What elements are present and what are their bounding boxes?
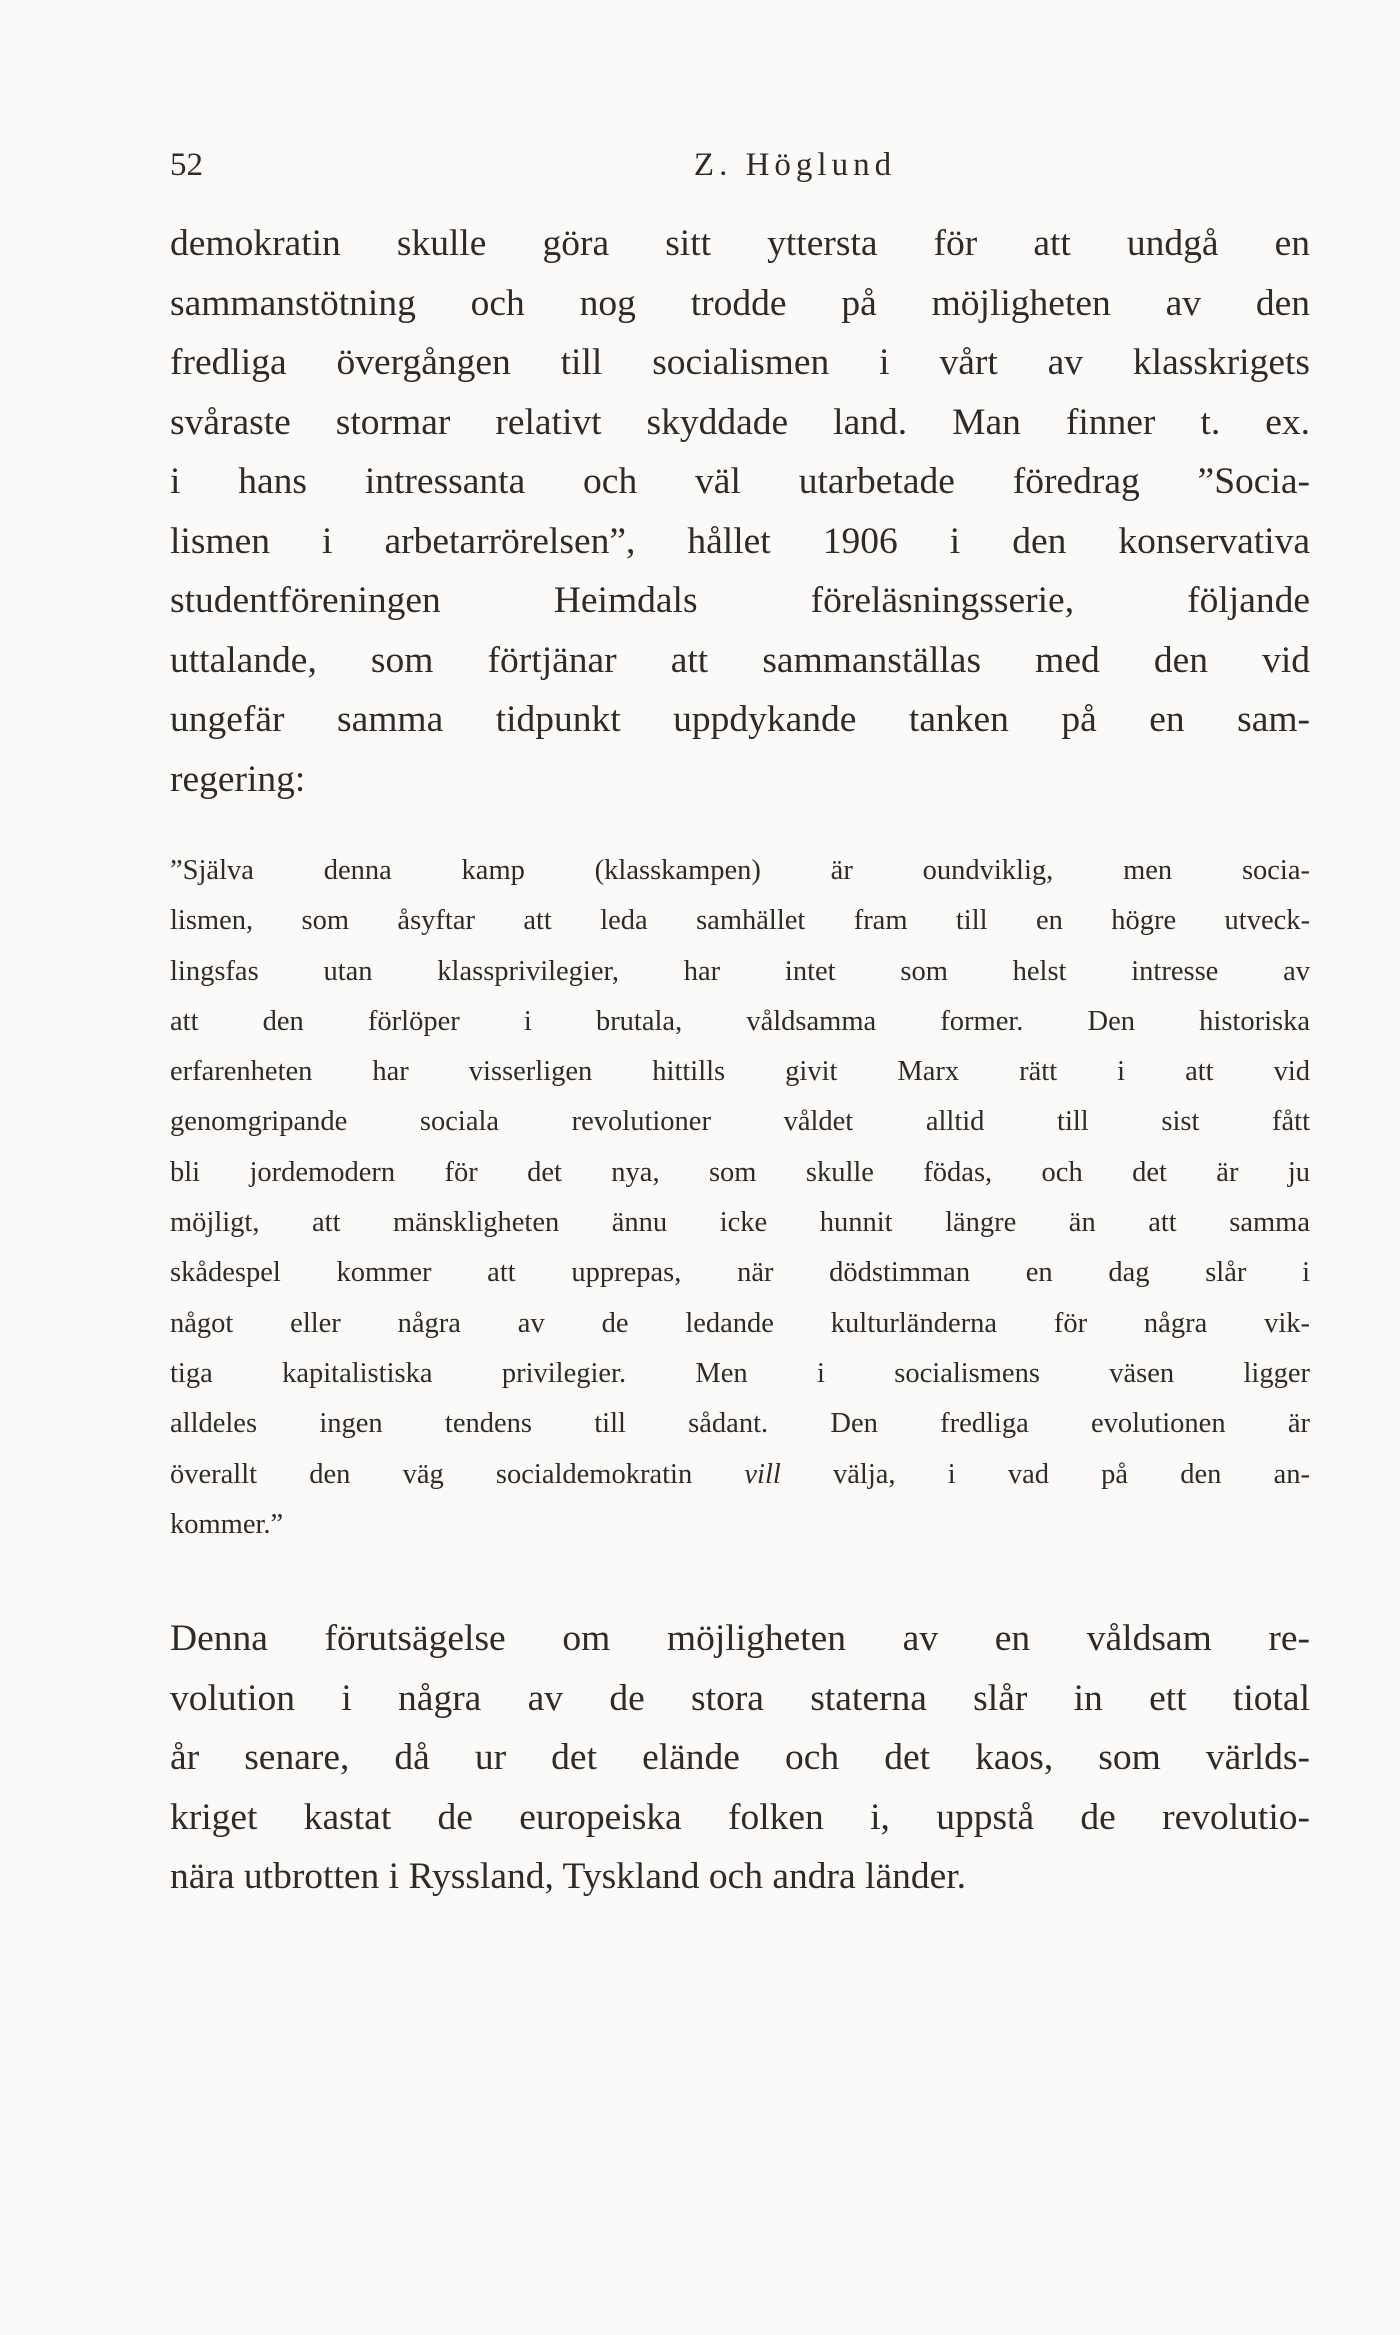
text-line: fredliga övergången till socialismen i vårt av klasskrigets — [170, 342, 1310, 383]
quote-line: skådespel kommer att upprepas, när dödstimman en dag slår i — [170, 1257, 1310, 1289]
page-header — [170, 140, 1310, 190]
text-line: ungefär samma tidpunkt uppdykande tanken på en sam- — [170, 699, 1310, 740]
page-number: 52 — [170, 147, 203, 183]
quote-line — [170, 1450, 1310, 1500]
quote-text: välja, i vad på den an- — [833, 1458, 1311, 1490]
quote-line: alldeles ingen tendens till sådant. Den fredliga evolutionen är — [170, 1408, 1310, 1440]
quote-line: något eller några av de ledande kulturländerna för några vik- — [170, 1307, 1310, 1339]
text-line: uttalande, som förtjänar att sammanställas med den vid — [170, 639, 1310, 681]
text-line: i hans intressanta och väl utarbetade föredrag ”Socia- — [170, 461, 1310, 502]
emphasized-word: vill — [744, 1458, 781, 1490]
quote-line: lingsfas utan klassprivilegier, har intet som helst intresse av — [170, 955, 1310, 987]
quote-line: genomgripande sociala revolutioner våldet alltid till sist fått — [170, 1106, 1310, 1138]
quote-line: möjligt, att mänskligheten ännu icke hunnit längre än att samma — [170, 1207, 1310, 1239]
text-line: år senare, då ur det elände och det kaos, som världs- — [170, 1737, 1310, 1778]
quote-line: kommer.” — [170, 1508, 284, 1540]
quote-line: ”Själva denna kamp (klasskampen) är oundviklig, men socia- — [170, 855, 1310, 886]
quote-line: erfarenheten har visserligen hittills givit Marx rätt i att vid — [170, 1056, 1310, 1088]
block-quote — [170, 846, 1310, 1550]
text-line: lismen i arbetarrörelsen”, hållet 1906 i den konservativa — [170, 520, 1310, 562]
quote-line: lismen, som åsyftar att leda samhället fram till en högre utveck- — [170, 905, 1310, 937]
text-line: nära utbrotten i Ryssland, Tyskland och andra länder. — [170, 1856, 967, 1897]
quote-line: att den förlöper i brutala, våldsamma former. Den historiska — [170, 1005, 1310, 1037]
text-line: kriget kastat de europeiska folken i, uppstå de revolutio- — [170, 1796, 1310, 1838]
text-line: svåraste stormar relativt skyddade land. Man finner t. ex. — [170, 401, 1310, 443]
paragraph-1 — [170, 214, 1310, 809]
text-line: Denna förutsägelse om möjligheten av en våldsam re- — [170, 1618, 1310, 1659]
quote-line: bli jordemodern för det nya, som skulle födas, och det är ju — [170, 1156, 1310, 1188]
running-head: Z. Höglund — [693, 147, 897, 183]
text-line: volution i några av de stora staterna slår in ett tiotal — [170, 1677, 1310, 1719]
text-line: regering: — [170, 758, 306, 800]
text-line: studentföreningen Heimdals föreläsningsserie, följande — [170, 580, 1310, 621]
quote-line: tiga kapitalistiska privilegier. Men i socialismens väsen ligger — [170, 1357, 1310, 1389]
text-line: demokratin skulle göra sitt yttersta för att undgå en — [170, 223, 1310, 264]
text-line: sammanstötning och nog trodde på möjligheten av den — [170, 282, 1310, 324]
quote-text: överallt den väg socialdemokratin — [170, 1458, 693, 1490]
paragraph-2 — [170, 1609, 1310, 1907]
